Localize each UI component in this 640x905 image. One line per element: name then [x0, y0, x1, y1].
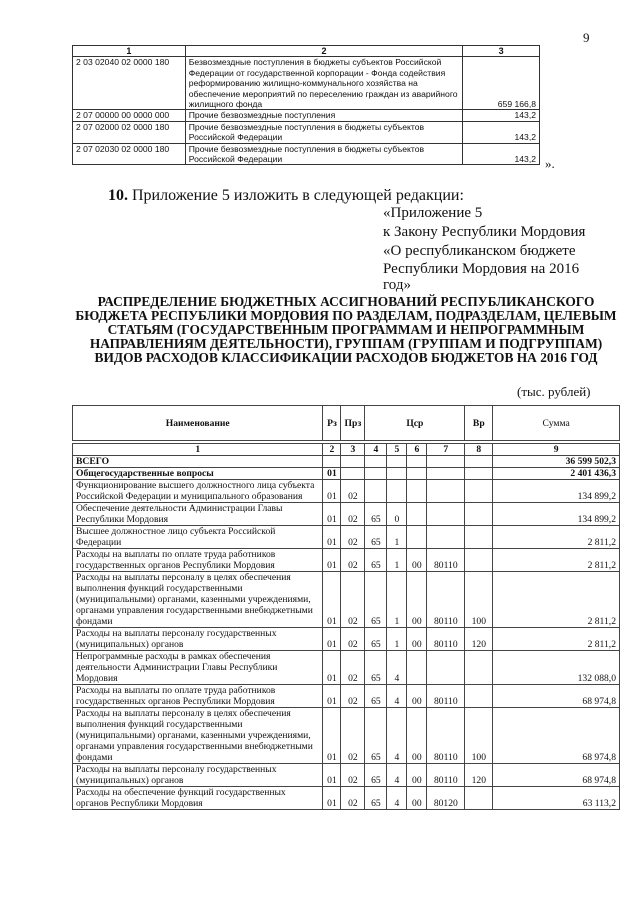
table-row — [73, 456, 620, 468]
code-cell: 2 07 02030 02 0000 180 — [73, 143, 186, 165]
document-heading: РАСПРЕДЕЛЕНИЕ БЮДЖЕТНЫХ АССИГНОВАНИЙ РЕСПУБЛИКАНСКОГО БЮДЖЕТА РЕСПУБЛИКИ МОРДОВИЯ ПО РАЗДЕЛАМ, ПОДРАЗДЕЛАМ, ЦЕЛЕВЫМ СТАТЬЯМ (ГОСУДАРСТВЕННЫМ ПРОГРАММАМ И НЕПРОГРАММНЫМ НАПРАВЛЕНИЯМ ДЕЯТЕЛЬНОСТИ), ГРУППАМ (ГРУППАМ И ПОДГРУППАМ) ВИДОВ РАСХОДОВ КЛАССИФИКАЦИИ РАСХОДОВ БЮДЖЕТОВ НА 2016 ГОД — [75, 294, 617, 365]
amount-cell: 659 166,8 — [463, 57, 540, 110]
csr-direction-cell — [407, 480, 427, 503]
rz-cell: 01 — [323, 503, 341, 526]
name-cell: Расходы на выплаты по оплате труда работников государственных органов Республики Мордовия — [73, 549, 323, 572]
code-cell: 2 07 02000 02 0000 180 — [73, 121, 186, 143]
name-cell: Высшее должностное лицо субъекта Российской Федерации — [73, 526, 323, 549]
column-index: 6 — [407, 444, 427, 456]
rz-cell: 01 — [323, 480, 341, 503]
csr-direction-cell — [407, 456, 427, 468]
sum-cell: 2 811,2 — [493, 628, 620, 651]
prz-cell: 02 — [341, 651, 365, 685]
csr-program-cell: 65 — [365, 628, 387, 651]
csr-subprogram-cell: 1 — [387, 526, 407, 549]
annex-line: «О республиканском бюджете — [383, 243, 576, 259]
table-row — [73, 628, 620, 651]
sum-cell: 2 811,2 — [493, 572, 620, 628]
table-header-row — [73, 406, 620, 441]
header-rz: Рз — [323, 406, 341, 441]
csr-code-cell: 80110 — [427, 628, 465, 651]
csr-code-cell — [427, 468, 465, 480]
sum-cell: 2 401 436,3 — [493, 468, 620, 480]
column-header: 1 — [73, 46, 186, 57]
csr-program-cell: 65 — [365, 787, 387, 810]
annex-line: к Закону Республики Мордовия — [383, 224, 586, 240]
prz-cell: 02 — [341, 572, 365, 628]
rz-cell: 01 — [323, 787, 341, 810]
name-cell: Расходы на выплаты персоналу в целях обеспечения выполнения функций государственными (муниципальными) органами, казенными учреждениями, органами управления государственными внебюджетными фондами — [73, 708, 323, 764]
csr-direction-cell: 00 — [407, 708, 427, 764]
name-cell: Расходы на обеспечение функций государственных органов Республики Мордовия — [73, 787, 323, 810]
column-header: 3 — [463, 46, 540, 57]
code-cell: 2 03 02040 02 0000 180 — [73, 57, 186, 110]
prz-cell: 02 — [341, 708, 365, 764]
rz-cell: 01 — [323, 468, 341, 480]
table-row — [73, 503, 620, 526]
table-row — [73, 468, 620, 480]
csr-subprogram-cell: 4 — [387, 651, 407, 685]
annex-line: Республики Мордовия на 2016 — [383, 261, 580, 277]
revenue-table-header — [73, 46, 540, 57]
sum-cell: 36 599 502,3 — [493, 456, 620, 468]
name-cell: Безвозмездные поступления в бюджеты субъектов Российской Федерации от государственной корпорации - Фонда содействия реформированию жилищно-коммунального хозяйства на обеспечение мероприятий по переселению граждан из аварийного жилищного фонда — [185, 57, 462, 110]
item-10 — [108, 187, 464, 205]
csr-direction-cell: 00 — [407, 764, 427, 787]
name-cell: ВСЕГО — [73, 456, 323, 468]
csr-code-cell: 80120 — [427, 787, 465, 810]
csr-direction-cell — [407, 503, 427, 526]
sum-cell: 68 974,8 — [493, 685, 620, 708]
name-cell: Прочие безвозмездные поступления — [185, 110, 462, 121]
csr-code-cell — [427, 526, 465, 549]
csr-code-cell — [427, 651, 465, 685]
vr-cell — [465, 549, 493, 572]
vr-cell — [465, 503, 493, 526]
sum-cell: 2 811,2 — [493, 549, 620, 572]
amount-cell: 143,2 — [463, 143, 540, 165]
table-row — [73, 685, 620, 708]
column-index: 3 — [341, 444, 365, 456]
column-index: 8 — [465, 444, 493, 456]
csr-subprogram-cell: 4 — [387, 685, 407, 708]
csr-direction-cell — [407, 468, 427, 480]
csr-subprogram-cell: 4 — [387, 787, 407, 810]
vr-cell — [465, 787, 493, 810]
rz-cell: 01 — [323, 685, 341, 708]
rz-cell: 01 — [323, 764, 341, 787]
header-prz: Прз — [341, 406, 365, 441]
column-index-row — [73, 444, 620, 456]
csr-subprogram-cell: 1 — [387, 572, 407, 628]
column-index: 2 — [323, 444, 341, 456]
vr-cell: 120 — [465, 764, 493, 787]
header-name: Наименование — [73, 406, 323, 441]
vr-cell: 100 — [465, 708, 493, 764]
vr-cell — [465, 456, 493, 468]
csr-program-cell: 65 — [365, 526, 387, 549]
csr-program-cell: 65 — [365, 651, 387, 685]
name-cell: Функционирование высшего должностного лица субъекта Российской Федерации и муниципального образования — [73, 480, 323, 503]
table-row — [73, 121, 540, 143]
item-number: 10. — [108, 187, 128, 204]
sum-cell: 134 899,2 — [493, 480, 620, 503]
column-index: 9 — [493, 444, 620, 456]
budget-allocation-table — [72, 405, 620, 810]
csr-direction-cell: 00 — [407, 572, 427, 628]
units-label: (тыс. рублей) — [517, 384, 591, 399]
vr-cell — [465, 526, 493, 549]
table-row — [73, 480, 620, 503]
prz-cell: 02 — [341, 526, 365, 549]
csr-code-cell: 80110 — [427, 685, 465, 708]
name-cell: Прочие безвозмездные поступления в бюджеты субъектов Российской Федерации — [185, 143, 462, 165]
vr-cell — [465, 651, 493, 685]
table-row — [73, 708, 620, 764]
table-row — [73, 57, 540, 110]
csr-program-cell — [365, 456, 387, 468]
annex-line: «Приложение 5 — [383, 205, 483, 221]
rz-cell: 01 — [323, 549, 341, 572]
sum-cell: 68 974,8 — [493, 764, 620, 787]
prz-cell — [341, 456, 365, 468]
vr-cell: 120 — [465, 628, 493, 651]
prz-cell — [341, 468, 365, 480]
annex-line: год» — [383, 277, 411, 293]
sum-cell: 68 974,8 — [493, 708, 620, 764]
csr-subprogram-cell: 4 — [387, 764, 407, 787]
column-index: 7 — [427, 444, 465, 456]
prz-cell: 02 — [341, 503, 365, 526]
revenue-table — [72, 45, 540, 165]
vr-cell — [465, 468, 493, 480]
table-row — [73, 651, 620, 685]
prz-cell: 02 — [341, 685, 365, 708]
vr-cell — [465, 480, 493, 503]
csr-code-cell: 80110 — [427, 764, 465, 787]
name-cell: Расходы на выплаты персоналу государственных (муниципальных) органов — [73, 628, 323, 651]
csr-code-cell: 80110 — [427, 708, 465, 764]
csr-subprogram-cell: 0 — [387, 503, 407, 526]
csr-direction-cell — [407, 651, 427, 685]
column-index: 4 — [365, 444, 387, 456]
sum-cell: 2 811,2 — [493, 526, 620, 549]
prz-cell: 02 — [341, 549, 365, 572]
name-cell: Расходы на выплаты по оплате труда работников государственных органов Республики Мордовия — [73, 685, 323, 708]
table-row — [73, 572, 620, 628]
amount-cell: 143,2 — [463, 110, 540, 121]
csr-program-cell: 65 — [365, 708, 387, 764]
csr-subprogram-cell — [387, 456, 407, 468]
csr-code-cell: 80110 — [427, 549, 465, 572]
csr-program-cell: 65 — [365, 549, 387, 572]
rz-cell — [323, 456, 341, 468]
column-index: 5 — [387, 444, 407, 456]
prz-cell: 02 — [341, 787, 365, 810]
page-number: 9 — [583, 30, 590, 45]
name-cell: Непрограммные расходы в рамках обеспечения деятельности Администрации Главы Республики Мордовия — [73, 651, 323, 685]
csr-subprogram-cell — [387, 480, 407, 503]
csr-subprogram-cell — [387, 468, 407, 480]
csr-direction-cell: 00 — [407, 549, 427, 572]
code-cell: 2 07 00000 00 0000 000 — [73, 110, 186, 121]
csr-code-cell — [427, 456, 465, 468]
table-row — [73, 143, 540, 165]
csr-program-cell — [365, 468, 387, 480]
csr-direction-cell — [407, 526, 427, 549]
header-vr: Вр — [465, 406, 493, 441]
csr-code-cell — [427, 503, 465, 526]
csr-program-cell: 65 — [365, 685, 387, 708]
csr-program-cell: 65 — [365, 503, 387, 526]
csr-direction-cell: 00 — [407, 628, 427, 651]
header-sum: Сумма — [493, 406, 620, 441]
table-row — [73, 787, 620, 810]
name-cell: Расходы на выплаты персоналу государственных (муниципальных) органов — [73, 764, 323, 787]
table-row — [73, 764, 620, 787]
item-text: Приложение 5 изложить в следующей редакции: — [132, 187, 464, 204]
csr-program-cell: 65 — [365, 572, 387, 628]
csr-code-cell — [427, 480, 465, 503]
csr-direction-cell: 00 — [407, 685, 427, 708]
rz-cell: 01 — [323, 526, 341, 549]
name-cell: Прочие безвозмездные поступления в бюджеты субъектов Российской Федерации — [185, 121, 462, 143]
csr-program-cell — [365, 480, 387, 503]
csr-subprogram-cell: 1 — [387, 628, 407, 651]
csr-subprogram-cell: 4 — [387, 708, 407, 764]
rz-cell: 01 — [323, 708, 341, 764]
amount-cell: 143,2 — [463, 121, 540, 143]
prz-cell: 02 — [341, 764, 365, 787]
table-row — [73, 526, 620, 549]
sum-cell: 63 113,2 — [493, 787, 620, 810]
header-csr: Цср — [365, 406, 465, 441]
prz-cell: 02 — [341, 480, 365, 503]
column-header: 2 — [185, 46, 462, 57]
table-row — [73, 549, 620, 572]
csr-code-cell: 80110 — [427, 572, 465, 628]
csr-subprogram-cell: 1 — [387, 549, 407, 572]
name-cell: Обеспечение деятельности Администрации Главы Республики Мордовия — [73, 503, 323, 526]
sum-cell: 134 899,2 — [493, 503, 620, 526]
column-index: 1 — [73, 444, 323, 456]
name-cell: Общегосударственные вопросы — [73, 468, 323, 480]
rz-cell: 01 — [323, 628, 341, 651]
vr-cell — [465, 685, 493, 708]
sum-cell: 132 088,0 — [493, 651, 620, 685]
vr-cell: 100 — [465, 572, 493, 628]
prz-cell: 02 — [341, 628, 365, 651]
csr-program-cell: 65 — [365, 764, 387, 787]
rz-cell: 01 — [323, 572, 341, 628]
rz-cell: 01 — [323, 651, 341, 685]
annex-reference — [383, 204, 585, 292]
csr-direction-cell: 00 — [407, 787, 427, 810]
table-row — [73, 110, 540, 121]
closing-quote: ». — [545, 156, 555, 171]
name-cell: Расходы на выплаты персоналу в целях обеспечения выполнения функций государственными (муниципальными) органами, казенными учреждениями, органами управления государственными внебюджетными фондами — [73, 572, 323, 628]
